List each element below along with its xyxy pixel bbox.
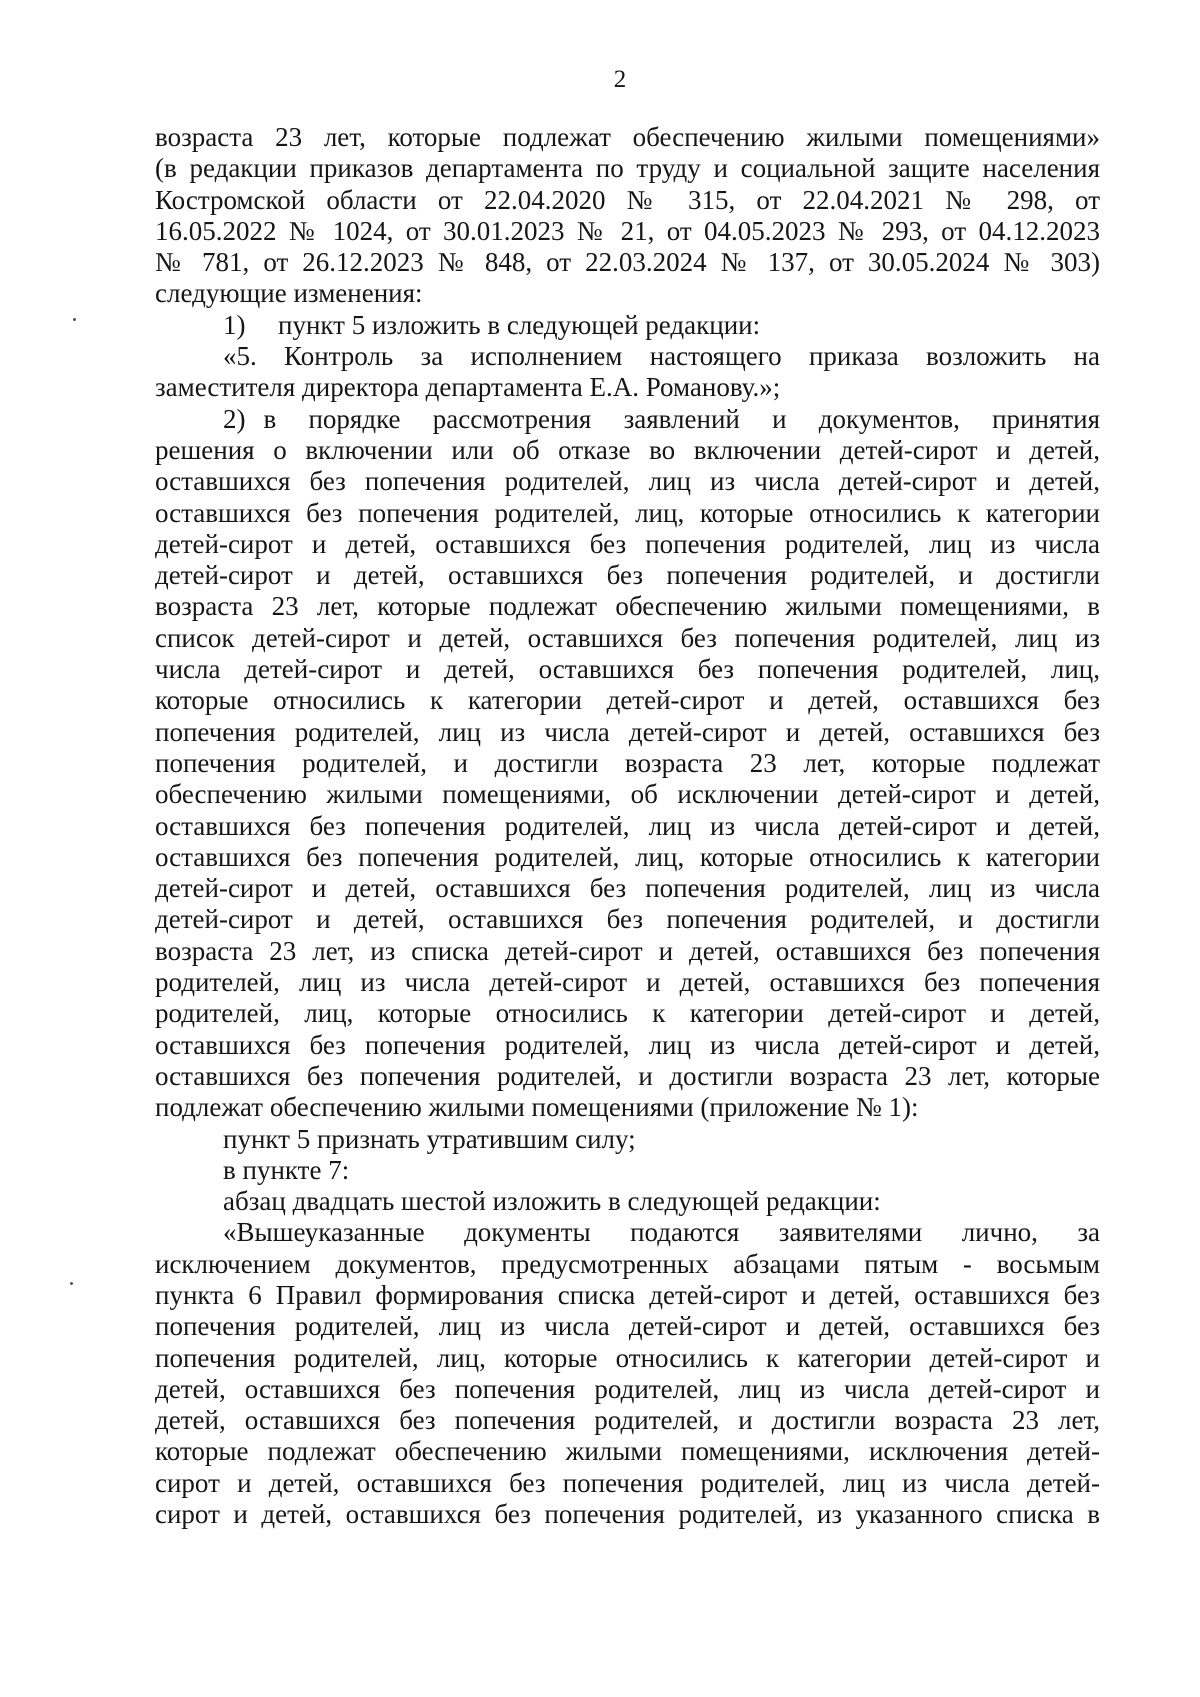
text-line: оставшихся без попечения родителей, лиц из числа детей-сирот и детей, bbox=[155, 1029, 1100, 1060]
text-line: оставшихся без попечения родителей, и достигли возраста 23 лет, которые bbox=[155, 1060, 1100, 1091]
text-line: пункта 6 Правил формирования списка детей-сирот и детей, оставшихся без bbox=[155, 1279, 1100, 1310]
text-line: «5. Контроль за исполнением настоящего приказа возложить на bbox=[223, 341, 1100, 372]
text-line: Костромской области от 22.04.2020 № 315, от 22.04.2021 № 298, от bbox=[155, 184, 1100, 215]
list-item-number: 2) bbox=[223, 403, 246, 434]
text-line: в пункте 7: bbox=[223, 1154, 350, 1185]
text-line: сирот и детей, оставшихся без попечения родителей, лиц из числа детей- bbox=[155, 1467, 1100, 1498]
text-line: оставшихся без попечения родителей, лиц из числа детей-сирот и детей, bbox=[155, 810, 1100, 841]
text-line: заместителя директора департамента Е.А. Романову.»; bbox=[155, 372, 781, 403]
text-line: пункт 5 признать утратившим силу; bbox=[223, 1123, 636, 1154]
text-line: числа детей-сирот и детей, оставшихся без попечения родителей, лиц, bbox=[155, 654, 1100, 685]
text-line: оставшихся без попечения родителей, лиц, которые относились к категории bbox=[155, 497, 1100, 528]
text-line: возраста 23 лет, которые подлежат обеспечению жилыми помещениями» bbox=[155, 122, 1100, 152]
text-line: детей-сирот и детей, оставшихся без попечения родителей, и достигли bbox=[155, 904, 1100, 935]
scan-speck bbox=[73, 318, 76, 321]
text-line: детей-сирот и детей, оставшихся без попечения родителей, и достигли bbox=[155, 560, 1100, 591]
text-line: попечения родителей, лиц из числа детей-сирот и детей, оставшихся без bbox=[155, 1311, 1100, 1342]
text-line: (в редакции приказов департамента по труду и социальной защите населения bbox=[155, 153, 1100, 184]
text-line: попечения родителей, и достигли возраста 23 лет, которые подлежат bbox=[155, 747, 1100, 778]
list-item-2 bbox=[155, 404, 1100, 435]
list-item-1 bbox=[155, 310, 1100, 341]
text-line: подлежат обеспечению жилыми помещениями (приложение № 1): bbox=[155, 1092, 919, 1123]
page-number: 2 bbox=[613, 66, 627, 93]
list-item-text: в порядке рассмотрения заявлений и документов, принятия bbox=[263, 403, 1100, 434]
text-line: попечения родителей, лиц из числа детей-сирот и детей, оставшихся без bbox=[155, 716, 1100, 747]
text-line: «Вышеуказанные документы подаются заявителями лично, за bbox=[223, 1217, 1100, 1248]
text-line: детей, оставшихся без попечения родителей, лиц из числа детей-сирот и bbox=[155, 1373, 1100, 1404]
text-line: возраста 23 лет, которые подлежат обеспечению жилыми помещениями, в bbox=[155, 591, 1100, 622]
text-line: 16.05.2022 № 1024, от 30.01.2023 № 21, от 04.05.2023 № 293, от 04.12.2023 bbox=[155, 215, 1100, 246]
text-line: детей-сирот и детей, оставшихся без попечения родителей, лиц из числа bbox=[155, 528, 1100, 559]
text-line: возраста 23 лет, из списка детей-сирот и детей, оставшихся без попечения bbox=[155, 935, 1100, 966]
text-line: исключением документов, предусмотренных абзацами пятым - восьмым bbox=[155, 1248, 1100, 1279]
text-line: абзац двадцать шестой изложить в следующей редакции: bbox=[223, 1186, 881, 1217]
list-item-text: пункт 5 изложить в следующей редакции: bbox=[278, 309, 761, 340]
text-line: детей-сирот и детей, оставшихся без попечения родителей, лиц из числа bbox=[155, 873, 1100, 904]
text-line: обеспечению жилыми помещениями, об исключении детей-сирот и детей, bbox=[155, 779, 1100, 810]
text-line: детей, оставшихся без попечения родителей, и достигли возраста 23 лет, bbox=[155, 1405, 1100, 1436]
text-line: следующие изменения: bbox=[155, 278, 423, 309]
document-body bbox=[155, 122, 1100, 1530]
text-line: оставшихся без попечения родителей, лиц из числа детей-сирот и детей, bbox=[155, 466, 1100, 497]
text-line: родителей, лиц, которые относились к категории детей-сирот и детей, bbox=[155, 998, 1100, 1029]
text-line: родителей, лиц из числа детей-сирот и детей, оставшихся без попечения bbox=[155, 967, 1100, 998]
text-line: которые подлежат обеспечению жилыми помещениями, исключения детей- bbox=[155, 1436, 1100, 1467]
text-line: решения о включении или об отказе во включении детей-сирот и детей, bbox=[155, 434, 1100, 465]
text-line: которые относились к категории детей-сирот и детей, оставшихся без bbox=[155, 685, 1100, 716]
text-line: оставшихся без попечения родителей, лиц, которые относились к категории bbox=[155, 841, 1100, 872]
text-line: № 781, от 26.12.2023 № 848, от 22.03.2024 № 137, от 30.05.2024 № 303) bbox=[155, 247, 1100, 278]
list-item-number: 1) bbox=[223, 309, 246, 340]
text-line: список детей-сирот и детей, оставшихся без попечения родителей, лиц из bbox=[155, 622, 1100, 653]
text-line: попечения родителей, лиц, которые относились к категории детей-сирот и bbox=[155, 1342, 1100, 1373]
text-line: сирот и детей, оставшихся без попечения родителей, из указанного списка в bbox=[155, 1499, 1100, 1530]
scan-speck bbox=[70, 1282, 73, 1285]
